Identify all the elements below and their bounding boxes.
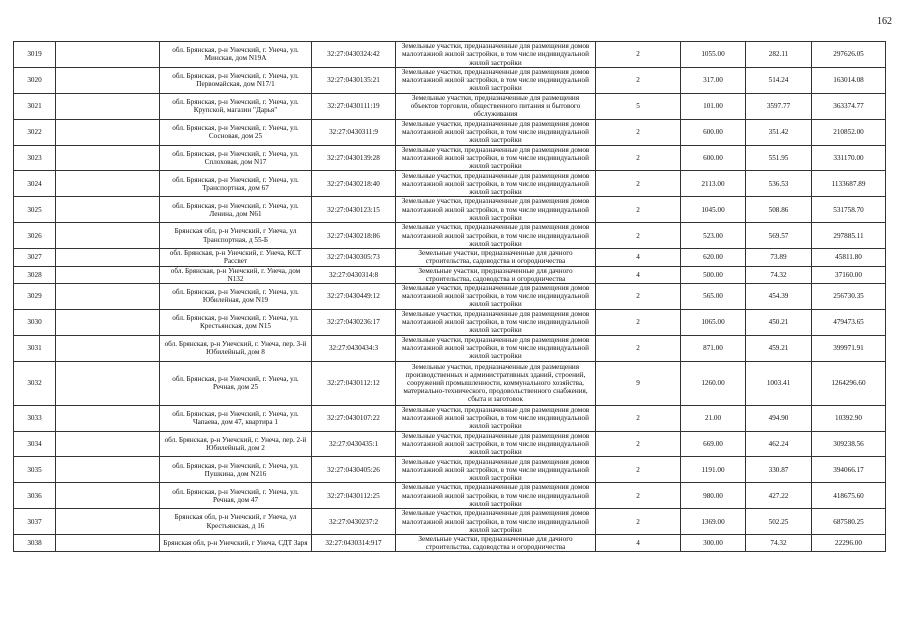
rate-cell: 462.24 [746,431,812,457]
table-row [14,335,886,361]
registry-body [14,42,886,552]
row-number: 3035 [14,457,56,483]
area-cell: 1045.00 [681,197,746,223]
address-cell: обл. Брянская, р-н Унечский, г. Унеча, пер. 3-й Юбилейный, дом 8 [160,335,312,361]
land-use-cell: Земельные участки, предназначенные для размещения домов малоэтажной жилой застройки, в том числе индивидуальной жилой застройки [396,431,596,457]
group-cell: 2 [596,457,681,483]
cadastral-value-cell: 256730.35 [812,283,886,309]
table-row [14,283,886,309]
land-use-cell: Земельные участки, предназначенные для размещения домов малоэтажной жилой застройки, в том числе индивидуальной жилой застройки [396,119,596,145]
cadastral-value-cell: 10392.90 [812,405,886,431]
table-row [14,145,886,171]
cadastral-value-cell: 394066.17 [812,457,886,483]
address-cell: обл. Брянская, р-н Унечский, г. Унеча, ул. Минская, дом N19А [160,42,312,68]
cadastral-number-cell: 32:27:0430139:28 [312,145,396,171]
rate-cell: 450.21 [746,309,812,335]
table-row [14,266,886,283]
row-number: 3020 [14,67,56,93]
table-row [14,457,886,483]
area-cell: 980.00 [681,483,746,509]
group-cell: 2 [596,431,681,457]
area-cell: 871.00 [681,335,746,361]
empty-cell [56,266,160,283]
cadastral-value-cell: 1133687.89 [812,171,886,197]
cadastral-number-cell: 32:27:0430135:21 [312,67,396,93]
land-use-cell: Земельные участки, предназначенные для размещения домов малоэтажной жилой застройки, в том числе индивидуальной жилой застройки [396,509,596,535]
empty-cell [56,483,160,509]
cadastral-value-cell: 163014.08 [812,67,886,93]
land-use-cell: Земельные участки, предназначенные для дачного строительства, садоводства и огородничества [396,535,596,552]
area-cell: 523.00 [681,223,746,249]
rate-cell: 427.22 [746,483,812,509]
empty-cell [56,119,160,145]
land-use-cell: Земельные участки, предназначенные для дачного строительства, садоводства и огородничества [396,266,596,283]
land-use-cell: Земельные участки, предназначенные для размещения производственных и административных зданий, строений, сооружений промышленности, коммунального хозяйства, материально-технического, продовольственного снабжения, сбыта и заготовок [396,361,596,405]
area-cell: 1065.00 [681,309,746,335]
land-use-cell: Земельные участки, предназначенные для размещения домов малоэтажной жилой застройки, в том числе индивидуальной жилой застройки [396,309,596,335]
cadastral-number-cell: 32:27:0430111:19 [312,93,396,119]
group-cell: 4 [596,249,681,266]
land-use-cell: Земельные участки, предназначенные для размещения домов малоэтажной жилой застройки, в том числе индивидуальной жилой застройки [396,483,596,509]
row-number: 3038 [14,535,56,552]
cadastral-value-cell: 309238.56 [812,431,886,457]
group-cell: 2 [596,223,681,249]
address-cell: Брянская обл, р-н Унечский, г Унеча, ул Крестьянская, д 16 [160,509,312,535]
group-cell: 2 [596,335,681,361]
land-use-cell: Земельные участки, предназначенные для размещения домов малоэтажной жилой застройки, в том числе индивидуальной жилой застройки [396,171,596,197]
row-number: 3026 [14,223,56,249]
row-number: 3036 [14,483,56,509]
group-cell: 4 [596,535,681,552]
empty-cell [56,42,160,68]
cadastral-number-cell: 32:27:0430112:12 [312,361,396,405]
land-use-cell: Земельные участки, предназначенные для размещения домов малоэтажной жилой застройки, в том числе индивидуальной жилой застройки [396,335,596,361]
cadastral-value-cell: 210852.00 [812,119,886,145]
row-number: 3024 [14,171,56,197]
address-cell: обл. Брянская, р-н Унечский, г. Унеча, ул. Речная, дом 47 [160,483,312,509]
group-cell: 4 [596,266,681,283]
table-row [14,93,886,119]
empty-cell [56,535,160,552]
group-cell: 2 [596,283,681,309]
row-number: 3019 [14,42,56,68]
cadastral-number-cell: 32:27:0430237:2 [312,509,396,535]
rate-cell: 454.39 [746,283,812,309]
rate-cell: 514.24 [746,67,812,93]
address-cell: обл. Брянская, р-н Унечский, г. Унеча, дом N132 [160,266,312,283]
cadastral-value-cell: 37160.00 [812,266,886,283]
cadastral-number-cell: 32:27:0430434:3 [312,335,396,361]
rate-cell: 73.89 [746,249,812,266]
group-cell: 2 [596,509,681,535]
cadastral-value-cell: 687580.25 [812,509,886,535]
row-number: 3023 [14,145,56,171]
table-row [14,249,886,266]
table-row [14,405,886,431]
rate-cell: 351.42 [746,119,812,145]
group-cell: 2 [596,483,681,509]
rate-cell: 74.32 [746,535,812,552]
cadastral-number-cell: 32:27:0430218:86 [312,223,396,249]
empty-cell [56,171,160,197]
row-number: 3030 [14,309,56,335]
group-cell: 2 [596,309,681,335]
land-use-cell: Земельные участки, предназначенные для размещения домов малоэтажной жилой застройки, в том числе индивидуальной жилой застройки [396,457,596,483]
land-use-cell: Земельные участки, предназначенные для размещения объектов торговли, общественного питания и бытового обслуживания [396,93,596,119]
table-row [14,431,886,457]
land-use-cell: Земельные участки, предназначенные для размещения домов малоэтажной жилой застройки, в том числе индивидуальной жилой застройки [396,42,596,68]
area-cell: 620.00 [681,249,746,266]
rate-cell: 508.86 [746,197,812,223]
land-use-cell: Земельные участки, предназначенные для размещения домов малоэтажной жилой застройки, в том числе индивидуальной жилой застройки [396,223,596,249]
row-number: 3022 [14,119,56,145]
empty-cell [56,197,160,223]
row-number: 3021 [14,93,56,119]
area-cell: 1191.00 [681,457,746,483]
land-use-cell: Земельные участки, предназначенные для размещения домов малоэтажной жилой застройки, в том числе индивидуальной жилой застройки [396,197,596,223]
table-row [14,483,886,509]
row-number: 3027 [14,249,56,266]
empty-cell [56,93,160,119]
address-cell: обл. Брянская, р-н Унечский, г. Унеча, ул. Пушкина, дом N216 [160,457,312,483]
cadastral-number-cell: 32:27:0430311:9 [312,119,396,145]
cadastral-value-cell: 45811.80 [812,249,886,266]
cadastral-number-cell: 32:27:0430107:22 [312,405,396,431]
empty-cell [56,309,160,335]
group-cell: 2 [596,119,681,145]
area-cell: 1369.00 [681,509,746,535]
cadastral-value-cell: 479473.65 [812,309,886,335]
empty-cell [56,361,160,405]
land-use-cell: Земельные участки, предназначенные для размещения домов малоэтажной жилой застройки, в том числе индивидуальной жилой застройки [396,67,596,93]
empty-cell [56,249,160,266]
row-number: 3025 [14,197,56,223]
table-row [14,509,886,535]
empty-cell [56,145,160,171]
table-row [14,197,886,223]
row-number: 3034 [14,431,56,457]
row-number: 3029 [14,283,56,309]
address-cell: обл. Брянская, р-н Унечский, г. Унеча, ул. Речная, дом 25 [160,361,312,405]
group-cell: 9 [596,361,681,405]
cadastral-value-cell: 1264296.60 [812,361,886,405]
area-cell: 101.00 [681,93,746,119]
empty-cell [56,335,160,361]
address-cell: обл. Брянская, р-н Унечский, г. Унеча, КСТ Рассвет [160,249,312,266]
empty-cell [56,509,160,535]
cadastral-number-cell: 32:27:0430405:26 [312,457,396,483]
rate-cell: 282.11 [746,42,812,68]
address-cell: обл. Брянская, р-н Унечский, г. Унеча, ул. Транспортная, дом 67 [160,171,312,197]
row-number: 3037 [14,509,56,535]
area-cell: 21.00 [681,405,746,431]
cadastral-number-cell: 32:27:0430314:8 [312,266,396,283]
cadastral-value-cell: 363374.77 [812,93,886,119]
land-registry-table [13,41,886,552]
empty-cell [56,405,160,431]
group-cell: 5 [596,93,681,119]
area-cell: 300.00 [681,535,746,552]
group-cell: 2 [596,145,681,171]
rate-cell: 1003.41 [746,361,812,405]
rate-cell: 74.32 [746,266,812,283]
address-cell: Брянская обл, р-н Унечский, г Унеча, СДТ Заря [160,535,312,552]
rate-cell: 551.95 [746,145,812,171]
cadastral-number-cell: 32:27:0430236:17 [312,309,396,335]
address-cell: обл. Брянская, р-н Унечский, г. Унеча, ул. Крестьянская, дом N15 [160,309,312,335]
table-row [14,361,886,405]
rate-cell: 536.53 [746,171,812,197]
cadastral-number-cell: 32:27:0430435:1 [312,431,396,457]
rate-cell: 502.25 [746,509,812,535]
page-number: 162 [877,16,892,27]
address-cell: обл. Брянская, р-н Унечский, г. Унеча, ул. Сосновая, дом 25 [160,119,312,145]
row-number: 3028 [14,266,56,283]
rate-cell: 494.90 [746,405,812,431]
table-row [14,223,886,249]
cadastral-number-cell: 32:27:0430314:917 [312,535,396,552]
empty-cell [56,431,160,457]
empty-cell [56,223,160,249]
address-cell: обл. Брянская, р-н Унечский, г. Унеча, ул. Крупской, магазин "Дарья" [160,93,312,119]
cadastral-number-cell: 32:27:0430305:73 [312,249,396,266]
area-cell: 669.00 [681,431,746,457]
group-cell: 2 [596,67,681,93]
group-cell: 2 [596,197,681,223]
address-cell: обл. Брянская, р-н Унечский, г. Унеча, ул. Юбилейная, дом N19 [160,283,312,309]
row-number: 3032 [14,361,56,405]
land-use-cell: Земельные участки, предназначенные для размещения домов малоэтажной жилой застройки, в том числе индивидуальной жилой застройки [396,145,596,171]
cadastral-number-cell: 32:27:0430123:15 [312,197,396,223]
cadastral-value-cell: 297885.11 [812,223,886,249]
address-cell: Брянская обл, р-н Унечский, г Унеча, ул Транспортная, д 55-Б [160,223,312,249]
table-row [14,535,886,552]
address-cell: обл. Брянская, р-н Унечский, г. Унеча, ул. Чапаева, дом 47, квартира 1 [160,405,312,431]
address-cell: обл. Брянская, р-н Унечский, г. Унеча, ул. Ленина, дом N61 [160,197,312,223]
rate-cell: 459.21 [746,335,812,361]
address-cell: обл. Брянская, р-н Унечский, г. Унеча, пер. 2-й Юбилейный, дом 2 [160,431,312,457]
cadastral-value-cell: 531758.70 [812,197,886,223]
area-cell: 565.00 [681,283,746,309]
table-row [14,42,886,68]
group-cell: 2 [596,42,681,68]
table-row [14,119,886,145]
rate-cell: 569.57 [746,223,812,249]
table-row [14,67,886,93]
row-number: 3033 [14,405,56,431]
area-cell: 317.00 [681,67,746,93]
group-cell: 2 [596,171,681,197]
cadastral-number-cell: 32:27:0430324:42 [312,42,396,68]
row-number: 3031 [14,335,56,361]
cadastral-number-cell: 32:27:0430112:25 [312,483,396,509]
cadastral-value-cell: 297626.05 [812,42,886,68]
cadastral-value-cell: 22296.00 [812,535,886,552]
address-cell: обл. Брянская, р-н Унечский, г. Унеча, ул. Сплоховая, дом N17 [160,145,312,171]
table-row [14,171,886,197]
land-use-cell: Земельные участки, предназначенные для дачного строительства, садоводства и огородничества [396,249,596,266]
empty-cell [56,283,160,309]
rate-cell: 3597.77 [746,93,812,119]
land-use-cell: Земельные участки, предназначенные для размещения домов малоэтажной жилой застройки, в том числе индивидуальной жилой застройки [396,405,596,431]
cadastral-value-cell: 418675.60 [812,483,886,509]
area-cell: 1055.00 [681,42,746,68]
cadastral-value-cell: 331170.00 [812,145,886,171]
empty-cell [56,67,160,93]
area-cell: 2113.00 [681,171,746,197]
area-cell: 600.00 [681,145,746,171]
cadastral-value-cell: 399971.91 [812,335,886,361]
cadastral-number-cell: 32:27:0430218:40 [312,171,396,197]
area-cell: 500.00 [681,266,746,283]
cadastral-number-cell: 32:27:0430449:12 [312,283,396,309]
rate-cell: 330.87 [746,457,812,483]
area-cell: 600.00 [681,119,746,145]
address-cell: обл. Брянская, р-н Унечский, г. Унеча, ул. Первомайская, дом N17/1 [160,67,312,93]
area-cell: 1260.00 [681,361,746,405]
table-row [14,309,886,335]
land-use-cell: Земельные участки, предназначенные для размещения домов малоэтажной жилой застройки, в том числе индивидуальной жилой застройки [396,283,596,309]
group-cell: 2 [596,405,681,431]
empty-cell [56,457,160,483]
